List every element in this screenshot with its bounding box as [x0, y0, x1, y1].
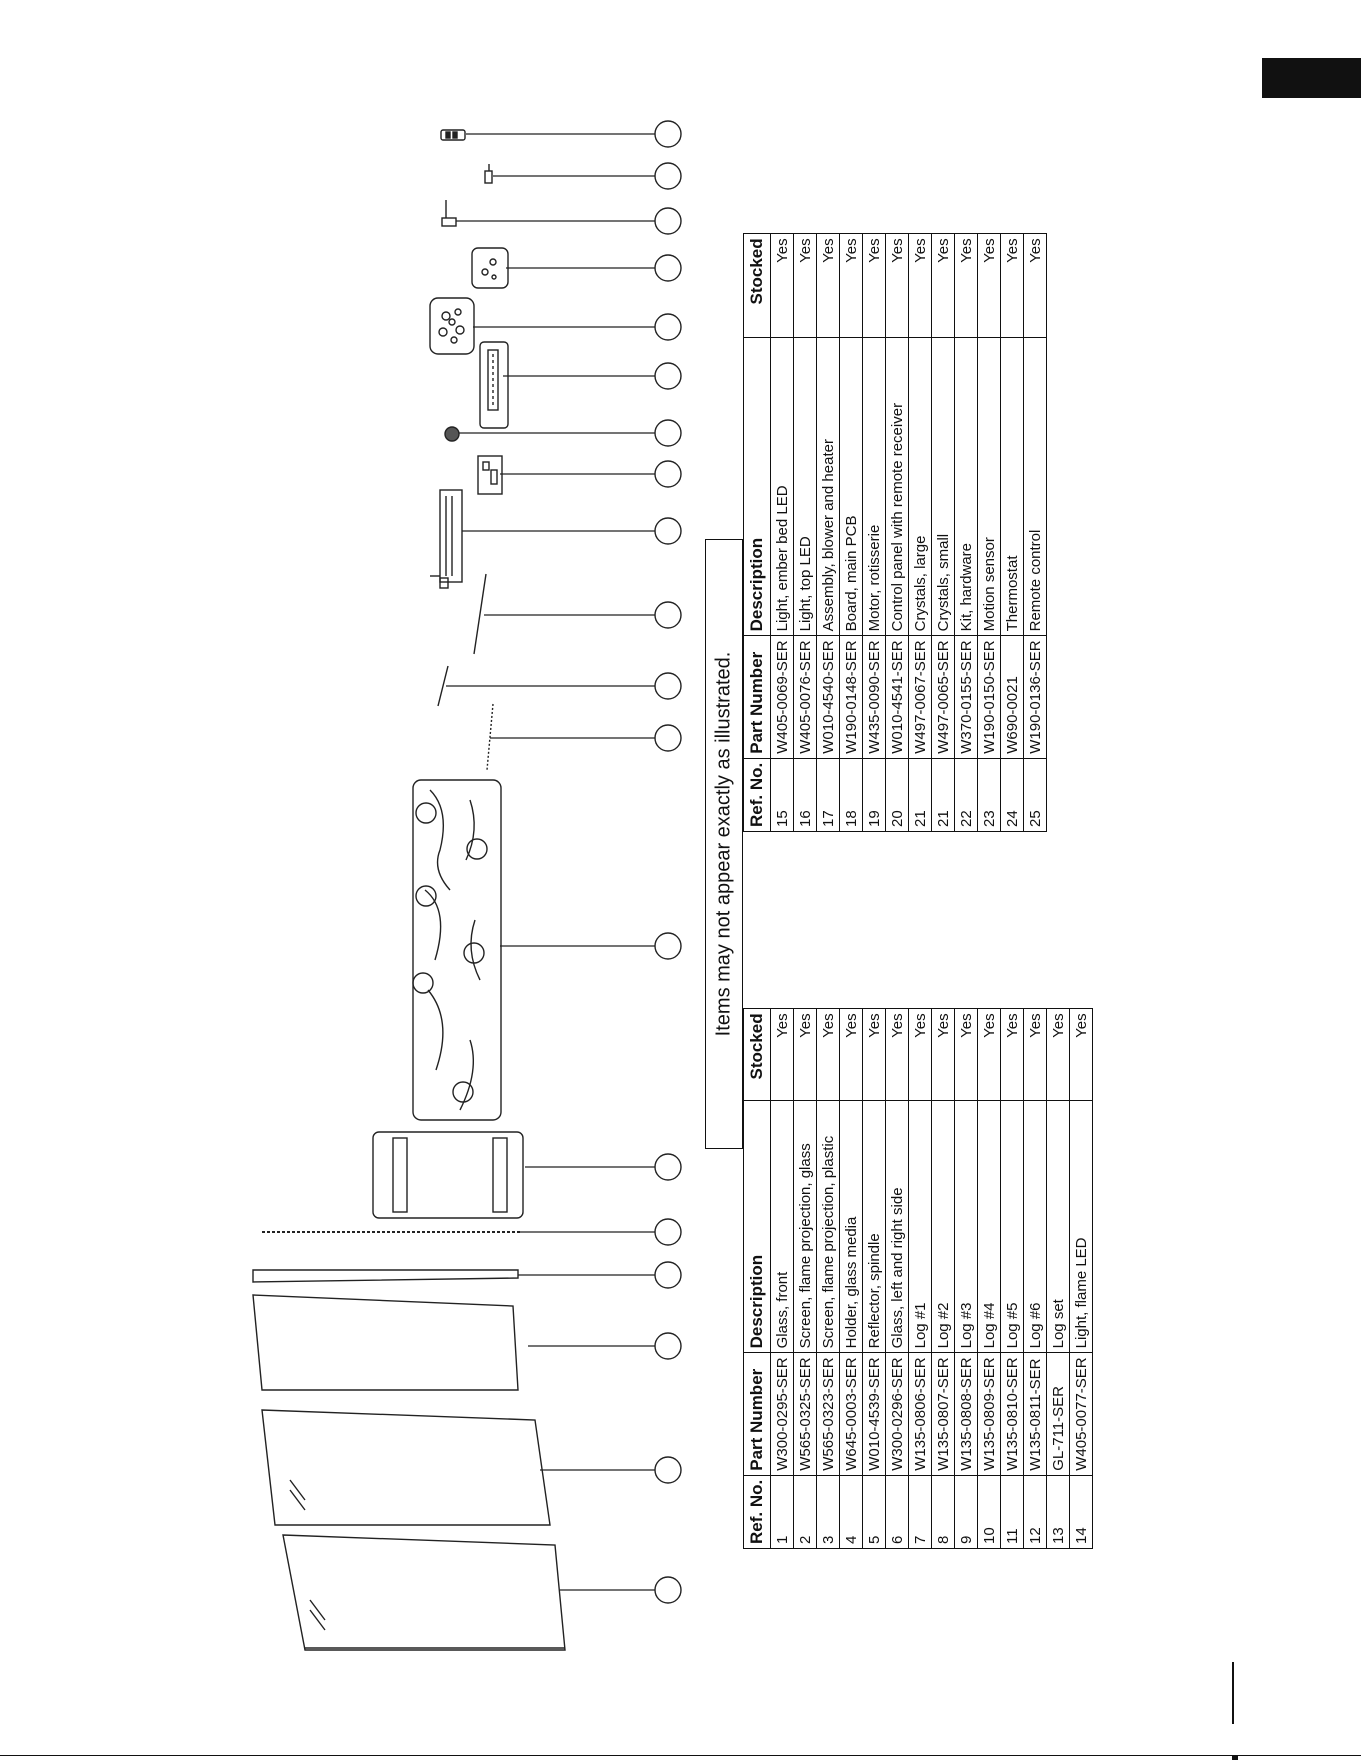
- cell-stocked: Yes: [817, 1009, 840, 1101]
- cell-ref-no: 19: [863, 758, 886, 831]
- cell-part-number: W497-0067-SER: [909, 636, 932, 758]
- cell-ref-no: 1: [771, 1475, 794, 1548]
- cell-part-number: W565-0323-SER: [817, 1353, 840, 1475]
- cell-description: Kit, hardware: [955, 338, 978, 636]
- cell-ref-no: 12: [1024, 1475, 1047, 1548]
- header-ref: Ref. No.: [744, 758, 771, 831]
- cell-ref-no: 16: [794, 758, 817, 831]
- cell-description: Screen, flame projection, glass: [794, 1101, 817, 1353]
- cell-part-number: W190-0148-SER: [840, 636, 863, 758]
- table-row: [794, 1009, 817, 1549]
- parts-table-2: [743, 233, 1047, 832]
- cell-part-number: W690-0021: [1001, 636, 1024, 758]
- cell-description: Remote control: [1024, 338, 1047, 636]
- cell-ref-no: 10: [978, 1475, 1001, 1548]
- cell-part-number: W010-4540-SER: [817, 636, 840, 758]
- leader-lines: [446, 134, 655, 1590]
- cell-description: Control panel with remote receiver: [886, 338, 909, 636]
- cell-part-number: W645-0003-SER: [840, 1353, 863, 1475]
- cell-stocked: Yes: [771, 234, 794, 338]
- cell-part-number: W497-0065-SER: [932, 636, 955, 758]
- cell-stocked: Yes: [1001, 234, 1024, 338]
- notice-box: [705, 539, 743, 1149]
- cell-ref-no: 23: [978, 758, 1001, 831]
- table-header-row: [744, 234, 771, 832]
- cell-description: Log #4: [978, 1101, 1001, 1353]
- cell-description: Log #5: [1001, 1101, 1024, 1353]
- cell-stocked: Yes: [863, 1009, 886, 1101]
- table-row: [932, 234, 955, 832]
- cell-stocked: Yes: [1001, 1009, 1024, 1101]
- cell-description: Crystals, large: [909, 338, 932, 636]
- table-row: [909, 234, 932, 832]
- cell-stocked: Yes: [1024, 234, 1047, 338]
- cell-ref-no: 7: [909, 1475, 932, 1548]
- table-row: [1047, 1009, 1070, 1549]
- table-row: [771, 1009, 794, 1549]
- cell-stocked: Yes: [1024, 1009, 1047, 1101]
- cell-description: Thermostat: [1001, 338, 1024, 636]
- cell-description: Screen, flame projection, plastic: [817, 1101, 840, 1353]
- cell-ref-no: 13: [1047, 1475, 1070, 1548]
- header-part: Part Number: [744, 636, 771, 758]
- cell-ref-no: 22: [955, 758, 978, 831]
- cell-stocked: Yes: [978, 1009, 1001, 1101]
- cell-ref-no: 4: [840, 1475, 863, 1548]
- header-part: Part Number: [744, 1353, 771, 1475]
- cell-ref-no: 24: [1001, 758, 1024, 831]
- cell-part-number: W135-0808-SER: [955, 1353, 978, 1475]
- table-row: [1024, 1009, 1047, 1549]
- cell-part-number: GL-711-SER: [1047, 1353, 1070, 1475]
- table-row: [886, 234, 909, 832]
- cell-description: Log #1: [909, 1101, 932, 1353]
- cell-description: Motor, rotisserie: [863, 338, 886, 636]
- cell-description: Light, ember bed LED: [771, 338, 794, 636]
- cell-stocked: Yes: [840, 1009, 863, 1101]
- cell-ref-no: 20: [886, 758, 909, 831]
- table-row: [955, 1009, 978, 1549]
- cell-ref-no: 6: [886, 1475, 909, 1548]
- cell-part-number: W190-0150-SER: [978, 636, 1001, 758]
- cell-ref-no: 15: [771, 758, 794, 831]
- cell-part-number: W135-0811-SER: [1024, 1353, 1047, 1475]
- cell-ref-no: 17: [817, 758, 840, 831]
- cell-part-number: W135-0810-SER: [1001, 1353, 1024, 1475]
- cell-part-number: W135-0806-SER: [909, 1353, 932, 1475]
- cell-part-number: W370-0155-SER: [955, 636, 978, 758]
- table-row: [1001, 1009, 1024, 1549]
- table-row: [1001, 234, 1024, 832]
- cell-part-number: W135-0807-SER: [932, 1353, 955, 1475]
- table-header-row: [744, 1009, 771, 1549]
- cell-stocked: Yes: [886, 1009, 909, 1101]
- table-row: [909, 1009, 932, 1549]
- table-row: [840, 1009, 863, 1549]
- cell-stocked: Yes: [863, 234, 886, 338]
- cell-ref-no: 5: [863, 1475, 886, 1548]
- table-row: [863, 234, 886, 832]
- table-row: [840, 234, 863, 832]
- cell-stocked: Yes: [794, 1009, 817, 1101]
- cell-stocked: Yes: [955, 1009, 978, 1101]
- cell-ref-no: 11: [1001, 1475, 1024, 1548]
- cell-stocked: Yes: [886, 234, 909, 338]
- cell-description: Log #2: [932, 1101, 955, 1353]
- cell-description: Log #6: [1024, 1101, 1047, 1353]
- header-stocked: Stocked: [744, 234, 771, 338]
- cell-stocked: Yes: [1070, 1009, 1093, 1101]
- cell-description: Glass, left and right side: [886, 1101, 909, 1353]
- cell-stocked: Yes: [932, 1009, 955, 1101]
- table-row: [771, 234, 794, 832]
- cell-description: Crystals, small: [932, 338, 955, 636]
- cell-ref-no: 9: [955, 1475, 978, 1548]
- cell-ref-no: 18: [840, 758, 863, 831]
- cell-stocked: Yes: [840, 234, 863, 338]
- table-row: [817, 234, 840, 832]
- table-row: [932, 1009, 955, 1549]
- cell-stocked: Yes: [978, 234, 1001, 338]
- cell-description: Log set: [1047, 1101, 1070, 1353]
- parts-table-1: [743, 1008, 1093, 1549]
- table-row: [955, 234, 978, 832]
- cell-part-number: W010-4541-SER: [886, 636, 909, 758]
- cell-part-number: W300-0296-SER: [886, 1353, 909, 1475]
- cell-stocked: Yes: [794, 234, 817, 338]
- header-ref: Ref. No.: [744, 1475, 771, 1548]
- cell-stocked: Yes: [909, 1009, 932, 1101]
- cell-description: Light, flame LED: [1070, 1101, 1093, 1353]
- header-desc: Description: [744, 1101, 771, 1353]
- cell-ref-no: 8: [932, 1475, 955, 1548]
- table-row: [886, 1009, 909, 1549]
- cell-stocked: Yes: [817, 234, 840, 338]
- cell-part-number: W135-0809-SER: [978, 1353, 1001, 1475]
- table-row: [817, 1009, 840, 1549]
- cell-ref-no: 21: [909, 758, 932, 831]
- cell-stocked: Yes: [1047, 1009, 1070, 1101]
- header-stocked: Stocked: [744, 1009, 771, 1101]
- cell-description: Light, top LED: [794, 338, 817, 636]
- cell-part-number: W405-0077-SER: [1070, 1353, 1093, 1475]
- callout-circles: [655, 121, 681, 1603]
- table-row: [794, 234, 817, 832]
- cell-description: Holder, glass media: [840, 1101, 863, 1353]
- table-row: [863, 1009, 886, 1549]
- cell-part-number: W300-0295-SER: [771, 1353, 794, 1475]
- cell-description: Motion sensor: [978, 338, 1001, 636]
- cell-stocked: Yes: [932, 234, 955, 338]
- cell-part-number: W565-0325-SER: [794, 1353, 817, 1475]
- notice-text: Items may not appear exactly as illustrated.: [712, 651, 735, 1037]
- table-row: [1070, 1009, 1093, 1549]
- cell-description: Log #3: [955, 1101, 978, 1353]
- cell-part-number: W190-0136-SER: [1024, 636, 1047, 758]
- cell-stocked: Yes: [771, 1009, 794, 1101]
- table-row: [978, 234, 1001, 832]
- cell-ref-no: 14: [1070, 1475, 1093, 1548]
- cell-description: Glass, front: [771, 1101, 794, 1353]
- cell-part-number: W010-4539-SER: [863, 1353, 886, 1475]
- cell-description: Assembly, blower and heater: [817, 338, 840, 636]
- cell-ref-no: 2: [794, 1475, 817, 1548]
- cell-stocked: Yes: [955, 234, 978, 338]
- cell-stocked: Yes: [909, 234, 932, 338]
- cell-part-number: W435-0090-SER: [863, 636, 886, 758]
- cell-ref-no: 21: [932, 758, 955, 831]
- cell-ref-no: 25: [1024, 758, 1047, 831]
- table-row: [978, 1009, 1001, 1549]
- cell-part-number: W405-0069-SER: [771, 636, 794, 758]
- cell-description: Board, main PCB: [840, 338, 863, 636]
- cell-ref-no: 3: [817, 1475, 840, 1548]
- cell-description: Reflector, spindle: [863, 1101, 886, 1353]
- header-desc: Description: [744, 338, 771, 636]
- table-row: [1024, 234, 1047, 832]
- cell-part-number: W405-0076-SER: [794, 636, 817, 758]
